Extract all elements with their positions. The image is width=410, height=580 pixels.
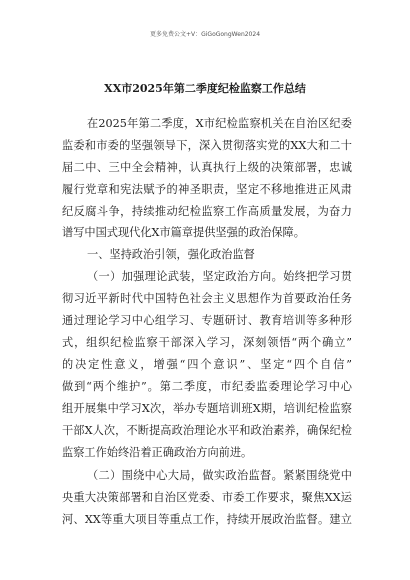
body-line: 纪反腐斗争，持续推动纪检监察工作高质量发展，为奋力 [62,205,352,218]
body-line: 在2025年第二季度，X市纪检监察机关在自治区纪委 [87,117,352,130]
body-line: 的决定性意义，增强“四个意识”、坚定“四个自信” [62,358,352,371]
body-line: 彻习近平新时代中国特色社会主义思想作为首要政治任务 [62,292,352,305]
body-line: 式，组织纪检监察干部深入学习，深刻领悟“两个确立” [62,336,352,349]
body-line: 做到“两个维护”。第二季度，市纪委监委理论学习中心 [62,380,352,393]
body-line: 央重大决策部署和自治区党委、市委工作要求，聚焦XX运 [62,491,352,504]
header-note: 更多免费公文+V：GiGoGongWen2024 [149,31,261,38]
body-line: 谱写中国式现代化X市篇章提供坚强的政治保障。 [62,226,305,239]
body-line: 河、XX等重大项目等重点工作，持续开展政治监督。建立 [62,513,352,526]
body-line: 通过理论学习中心组学习、专题研讨、教育培训等多种形 [62,314,352,327]
body-line: 履行党章和宪法赋予的神圣职责，坚定不移地推进正风肃 [62,183,352,196]
body-line: （二）围绕中心大局，做实政治监督。紧紧围绕党中 [87,469,352,482]
body-line: 监委和市委的坚强领导下，深入贯彻落实党的XX大和二十 [62,139,352,152]
body-line: （一）加强理论武装，坚定政治方向。始终把学习贯 [87,270,352,283]
body-line: 监察工作始终沿着正确政治方向前进。 [62,446,253,459]
document-title: XX市2025年第二季度纪检监察工作总结 [104,82,306,95]
section-heading: 一、坚持政治引领，强化政治监督 [87,248,255,261]
body-line: 届二中、三中全会精神，认真执行上级的决策部署，忠诚 [62,161,352,174]
body-line: 干部X人次，不断提高政治理论水平和政治素养，确保纪检 [62,424,352,437]
body-line: 组开展集中学习X次，举办专题培训班X期，培训纪检监察 [62,402,352,415]
